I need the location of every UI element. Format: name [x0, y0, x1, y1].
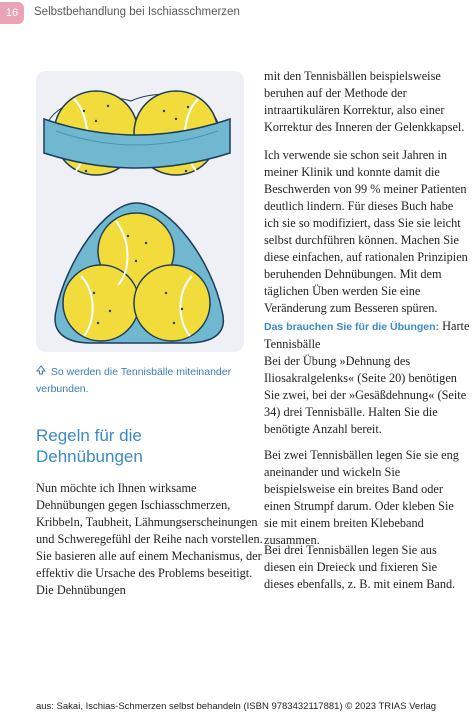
source-footer: aus: Sakai, Ischias-Schmerzen selbst behandeln (ISBN 9783432117881) © 2023 TRIAS Verlag [35, 701, 437, 712]
page-number: 16 [0, 2, 24, 24]
paragraph-two-balls: Bei zwei Tennisbällen legen Sie sie eng aneinander und wickeln Sie beispielsweise ein breites Band oder einen Strumpf darum. Oder kleben Sie sie mit einem breiten Klebeband zusammen. [264, 448, 459, 547]
figure-caption [36, 364, 246, 398]
tennis-balls-drawing [36, 71, 244, 352]
arrow-up-icon [36, 364, 48, 381]
three-balls-group [55, 203, 223, 343]
paragraph-ball-count: Bei der Übung »Dehnung des Iliosakralgelenks« (Seite 20) benötigen Sie zwei, bei der »Gesäßdehnung« (Seite 34) drei Tennisbälle. Halten Sie die benötigte Anzahl bereit. [264, 354, 467, 436]
paragraph-method: mit den Tennisbällen beispielsweise beruhen auf der Methode der intraartikulären Korrektur, also einer Korrektur des Inneren der Gelenkkapsel. [264, 69, 465, 134]
tennis-balls-illustration [36, 71, 244, 352]
needs-paragraph [264, 318, 470, 438]
intro-paragraph: Nun möchte ich Ihnen wirksame Dehnübungen gegen Ischiasschmerzen, Kribbeln, Taubheit, Lähmungserscheinungen und Schweregefühl der Reihe nach vorstellen. Sie basieren alle auf einem Mechanismus, der effektiv die Ursache des Problems beseitigt. Die Dehnübungen [36, 481, 263, 597]
paragraph-three-balls: Bei drei Tennisbällen legen Sie aus diesen ein Dreieck und fixieren Sie dieses ebenfalls, z. B. mit einem Band. [264, 543, 456, 591]
paragraph-clinic: Ich verwende sie schon seit Jahren in meiner Klinik und konnte damit die Beschwerden von 99 % meiner Patienten deutlich lindern. Für dieses Buch habe ich sie so modifiziert, dass Sie sie leicht selbst durchführen können. Machen Sie diese einfachen, auf rationalen Prinzipien beruhenden Dehnübungen. Mit dem täglichen Üben werden Sie eine Veränderung zum Besseren spüren. [264, 148, 468, 315]
needs-value: Harte Tennisbälle [264, 319, 470, 351]
two-balls-group [44, 91, 230, 175]
needs-label: Das brauchen Sie für die Übungen: [264, 321, 440, 333]
caption-text: So werden die Tennisbälle miteinander verbunden. [36, 366, 232, 395]
running-title: Selbstbehandlung bei Ischiasschmerzen [34, 6, 240, 18]
section-heading: Regeln für die Dehnübungen [36, 426, 143, 466]
page-header [0, 0, 472, 26]
